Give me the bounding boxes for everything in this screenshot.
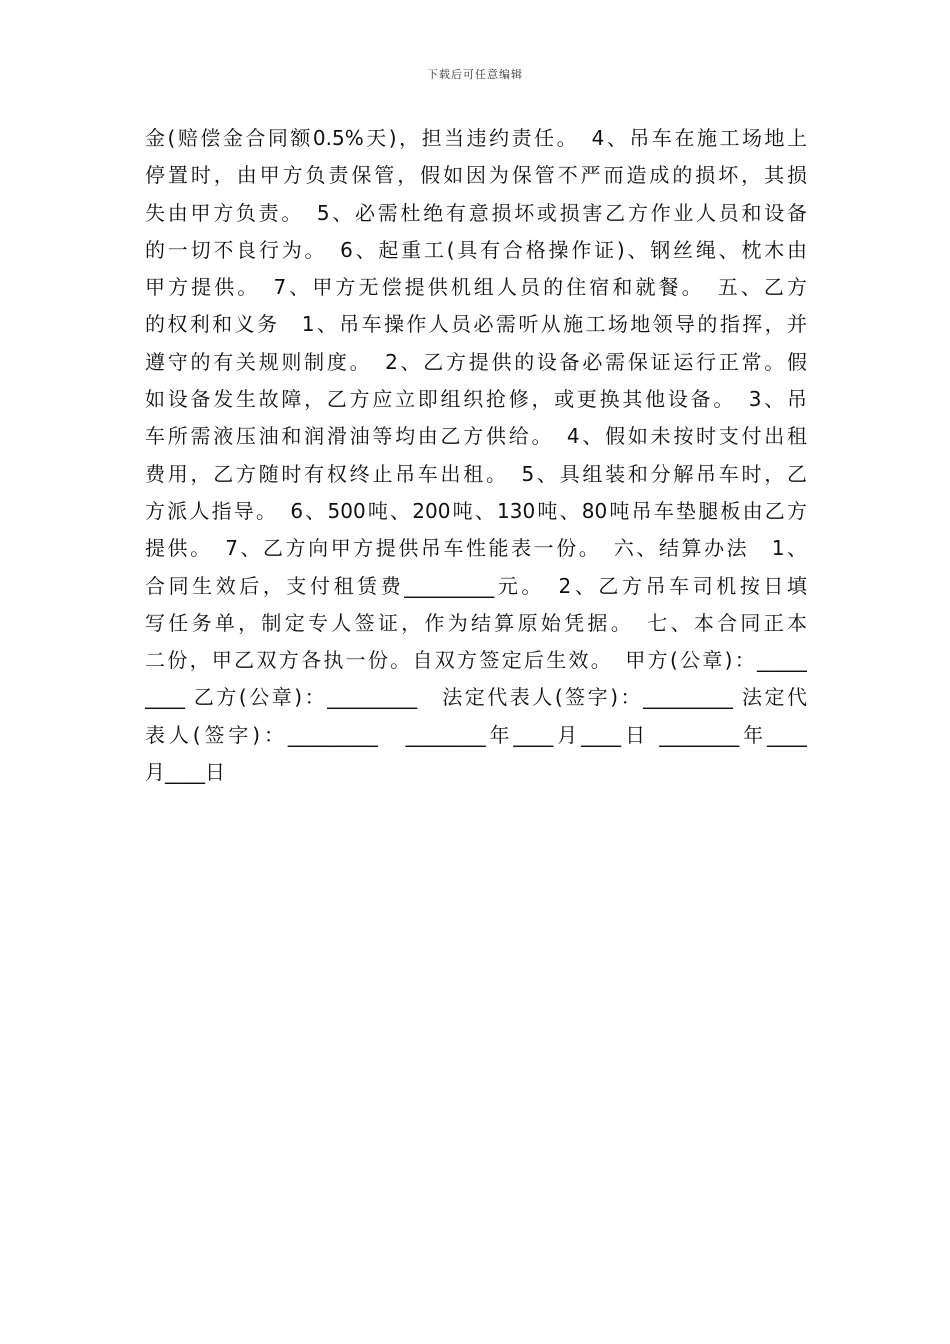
body-line-6: 的权利和义务 1、吊车操作人员必需听从施工场地领导的指挥，并 — [145, 312, 807, 337]
body-line-9: 车所需液压油和润滑油等均由乙方供给。 4、假如未按时支付出租 — [145, 424, 807, 449]
page-header-note: 下载后可任意编辑 — [427, 68, 523, 81]
body-line-3: 失由甲方负责。 5、必需杜绝有意损坏或损害乙方作业人员和设备 — [145, 200, 807, 225]
body-line-5: 甲方提供。 7、甲方无偿提供机组人员的住宿和就餐。 五、乙方 — [145, 275, 807, 300]
body-line-12: 提供。 7、乙方向甲方提供吊车性能表一份。 六、结算办法 1、 — [145, 536, 807, 561]
body-line-10: 费用，乙方随时有权终止吊车出租。 5、具组装和分解吊车时，乙 — [145, 461, 807, 486]
body-line-15: 二份，甲乙双方各执一份。自双方签定后生效。 甲方(公章)：_____ — [145, 648, 807, 673]
body-line-13: 合同生效后，支付租赁费_________元。 2、乙方吊车司机按日填 — [145, 573, 807, 598]
body-line-8: 如设备发生故障，乙方应立即组织抢修，或更换其他设备。 3、吊 — [145, 387, 807, 412]
body-line-14: 写任务单，制定专人签证，作为结算原始凭据。 七、本合同正本 — [145, 610, 807, 635]
body-line-1: 金(赔偿金合同额0.5%天)，担当违约责任。 4、吊车在施工场地上 — [145, 126, 807, 150]
body-line-18: 月____日 — [145, 760, 225, 785]
body-line-7: 遵守的有关规则制度。 2、乙方提供的设备必需保证运行正常。假 — [145, 349, 807, 374]
body-line-4: 的一切不良行为。 6、起重工(具有合格操作证)、钢丝绳、枕木由 — [145, 237, 807, 262]
body-line-16: ____ 乙方(公章)：_________ 法定代表人(签字)：_________ 法定代 — [145, 685, 807, 710]
body-line-17: 表人(签字)：_________ ________年____月____日 ________年____ — [145, 722, 807, 747]
body-line-2: 停置时，由甲方负责保管，假如因为保管不严而造成的损坏，其损 — [145, 163, 807, 188]
contract-body-text — [145, 120, 807, 791]
body-line-11: 方派人指导。 6、500吨、200吨、130吨、80吨吊车垫腿板由乙方 — [145, 498, 807, 523]
